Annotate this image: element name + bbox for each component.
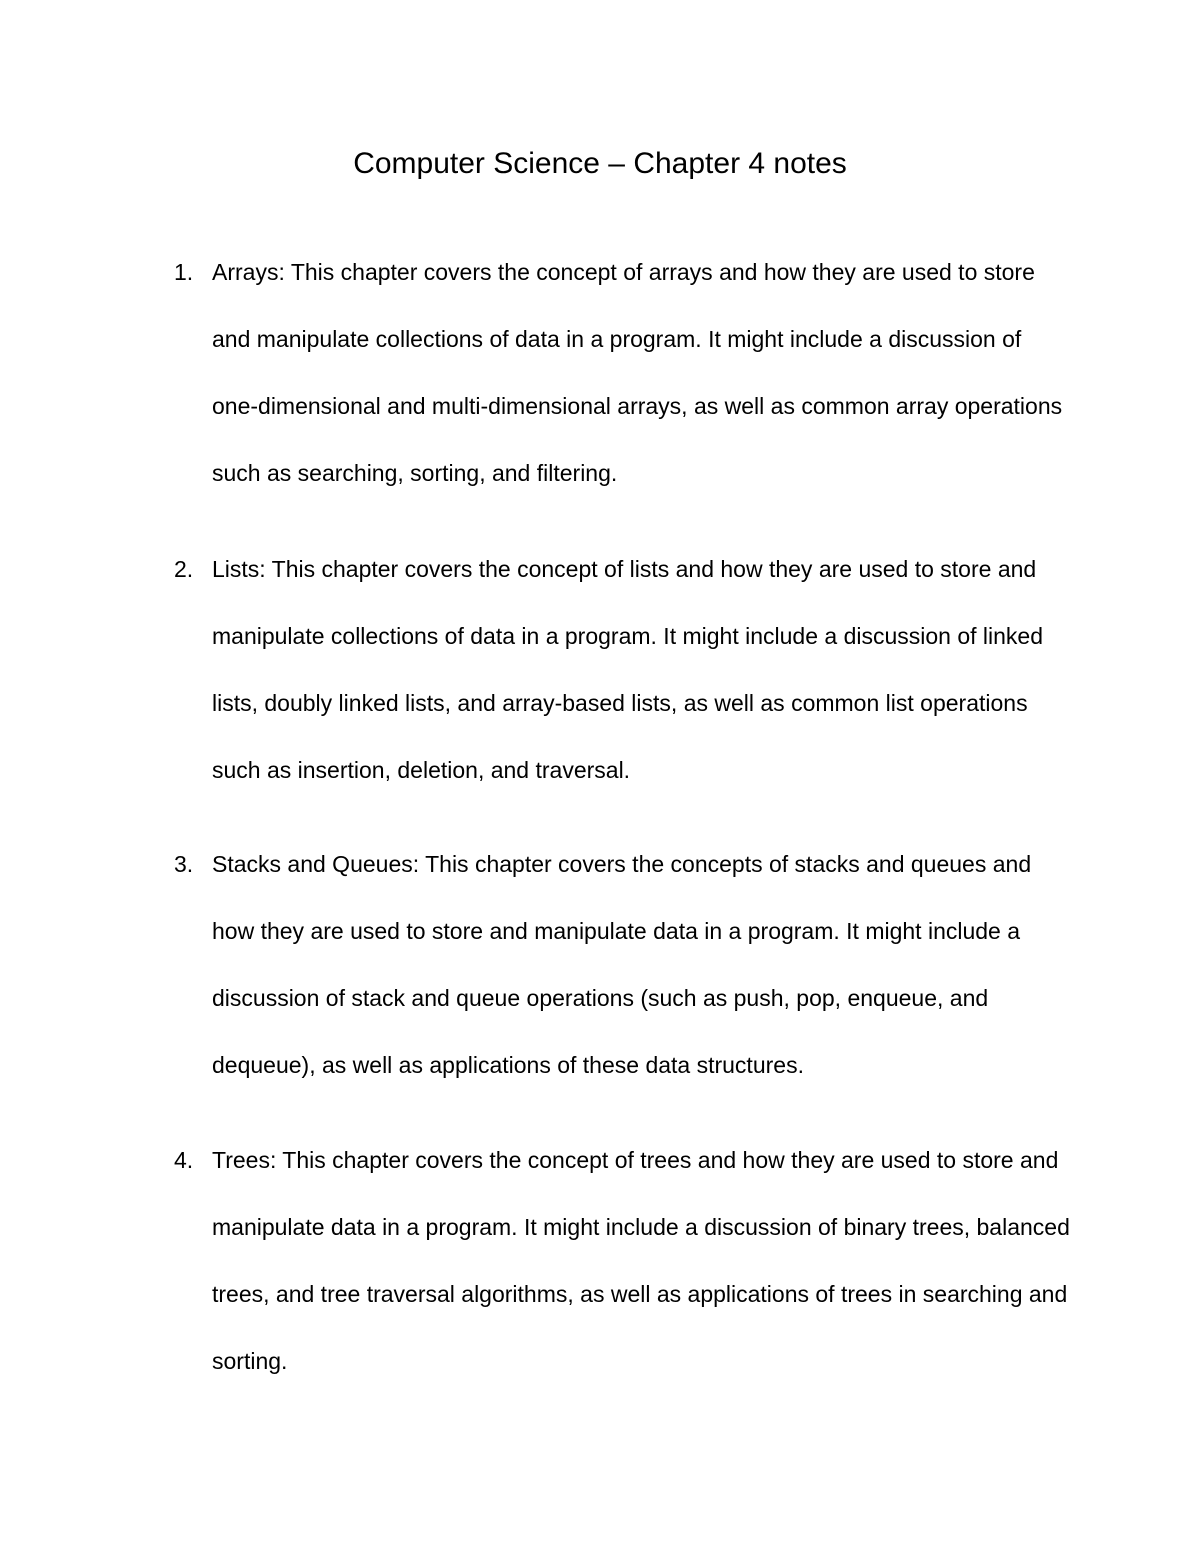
list-item-number: 2. (174, 556, 194, 582)
list-item-number: 1. (174, 259, 194, 285)
list-item-text: Stacks and Queues: This chapter covers the concepts of stacks and queues and how they are used to store and manipulate data in a program. It might include a discussion of stack and queue operations (such as push, pop, enqueue, and dequeue), as well as applications of these data structures. (212, 851, 1032, 1078)
list-item-text: Arrays: This chapter covers the concept of arrays and how they are used to store and manipulate collections of data in a program. It might include a discussion of one-dimensional and multi-dimensional arrays, as well as common array operations such as searching, sorting, and filtering. (212, 259, 1063, 486)
list-item-number: 4. (174, 1147, 194, 1173)
list-item-number: 3. (174, 851, 194, 877)
list-item-text: Trees: This chapter covers the concept of trees and how they are used to store and manipulate data in a program. It might include a discussion of binary trees, balanced trees, and tree traversal algorithms, as well as applications of trees in searching and sorting. (212, 1147, 1070, 1374)
page-title: Computer Science – Chapter 4 notes (353, 147, 847, 180)
list-item-text: Lists: This chapter covers the concept of lists and how they are used to store and manipulate collections of data in a program. It might include a discussion of linked lists, doubly linked lists, and array-based lists, as well as common list operations such as insertion, deletion, and traversal. (212, 556, 1044, 783)
